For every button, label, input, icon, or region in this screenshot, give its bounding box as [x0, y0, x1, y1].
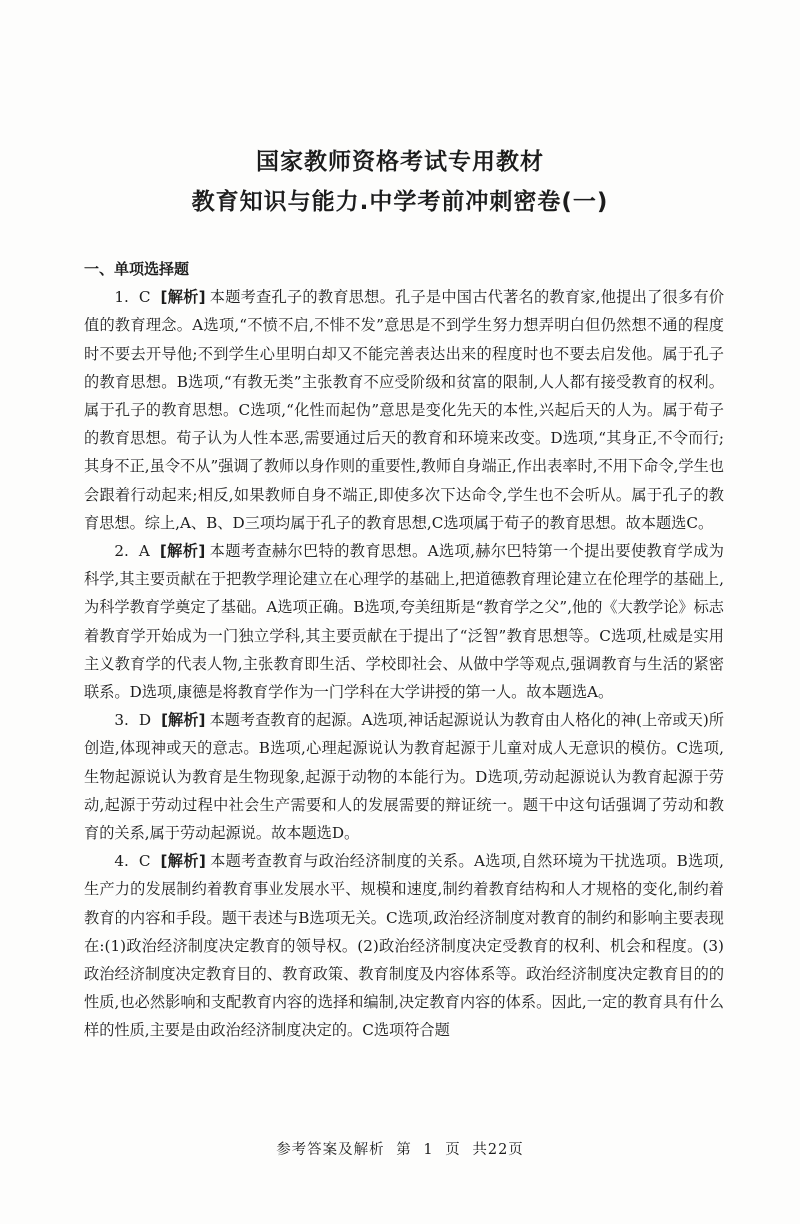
analysis-text: 本题考查孔子的教育思想。孔子是中国古代著名的教育家,他提出了很多有价值的教育理念。A选项,“不愤不启,不悱不发”意思是不到学生努力想弄明白但仍然想不通的程度时不要去开导他;不到学生心里明白却又不能完善表达出来的程度时也不要去启发他。属于孔子的教育思想。B选项,“有教无类”主张教育不应受阶级和贫富的限制,人人都有接受教育的权利。属于孔子的教育思想。C选项,“化性而起伪”意思是变化先天的本性,兴起后天的人为。属于荀子的教育思想。荀子认为人性本恶,需要通过后天的教育和环境来改变。D选项,“其身正,不令而行;其身不正,虽令不从”强调了教师以身作则的重要性,教师自身端正,作出表率时,不用下命令,学生也会跟着行动起来;相反,如果教师自身不端正,即使多次下达命令,学生也不会听从。属于孔子的教育思想。综上,A、B、D三项均属于孔子的教育思想,C选项属于荀子的教育思想。故本题选C。 [84, 288, 725, 532]
answer-letter: C [138, 288, 151, 307]
document-subtitle: 教育知识与能力.中学考前冲刺密卷(一) [191, 189, 609, 215]
analysis-text: 本题考查赫尔巴特的教育思想。A选项,赫尔巴特第一个提出要使教育学成为科学,其主要贡献在于把教学理论建立在心理学的基础上,把道德教育理论建立在伦理学的基础上,为科学教育学奠定了基础。A选项正确。B选项,夸美纽斯是“教育学之父”,他的《大教学论》标志着教育学开始成为一门独立学科,其主要贡献在于提出了“泛智”教育思想等。C选项,杜威是实用主义教育学的代表人物,主张教育即生活、学校即社会、从做中学等观点,强调教育与生活的紧密联系。D选项,康德是将教育学作为一门学科在大学讲授的第一人。故本题选A。 [84, 542, 724, 702]
answer-letter: A [138, 542, 150, 561]
answer-number: 2. [114, 542, 129, 561]
analysis-label: [解析] [160, 852, 206, 871]
analysis-label: [解析] [161, 711, 206, 730]
answer-item-3 [84, 706, 724, 847]
section-heading: 一、单项选择题 [84, 260, 190, 278]
answer-number: 1. [114, 288, 129, 307]
answer-letter: C [138, 852, 151, 871]
answer-number: 3. [114, 711, 129, 730]
analysis-text: 本题考查教育与政治经济制度的关系。A选项,自然环境为干扰选项。B选项,生产力的发展制约着教育事业发展水平、规模和速度,制约着教育结构和人才规格的变化,制约着教育的内容和手段。题干表述与B选项无关。C选项,政治经济制度对教育的制约和影响主要表现在:(1)政治经济制度决定教育的领导权。(2)政治经济制度决定受教育的权利、机会和程度。(3)政治经济制度决定教育目的、教育政策、教育制度及内容体系等。政治经济制度决定教育目的的性质,也必然影响和支配教育内容的选择和编制,决定教育内容的体系。因此,一定的教育具有什么样的性质,主要是由政治经济制度决定的。C选项符合题 [84, 852, 724, 1040]
answer-letter: D [138, 711, 152, 730]
answer-content [84, 255, 724, 1045]
analysis-text: 本题考查教育的起源。A选项,神话起源说认为教育由人格化的神(上帝或天)所创造,体现神或天的意志。B选项,心理起源说认为教育起源于儿童对成人无意识的模仿。C选项,生物起源说认为教育是生物现象,起源于动物的本能行为。D选项,劳动起源说认为教育起源于劳动,起源于劳动过程中社会生产需要和人的发展需要的辩证统一。题干中这句话强调了劳动和教育的关系,属于劳动起源说。故本题选D。 [84, 711, 724, 843]
answer-item-1 [84, 283, 724, 537]
answer-number: 4. [114, 852, 129, 871]
page-footer: 参考答案及解析 第 1 页 共22页 [276, 1142, 524, 1158]
analysis-label: [解析] [160, 288, 206, 307]
title-block [0, 144, 800, 220]
document-title: 国家教师资格考试专用教材 [256, 149, 544, 175]
analysis-label: [解析] [159, 542, 206, 561]
answer-item-4 [84, 847, 724, 1044]
answer-item-2 [84, 537, 724, 706]
